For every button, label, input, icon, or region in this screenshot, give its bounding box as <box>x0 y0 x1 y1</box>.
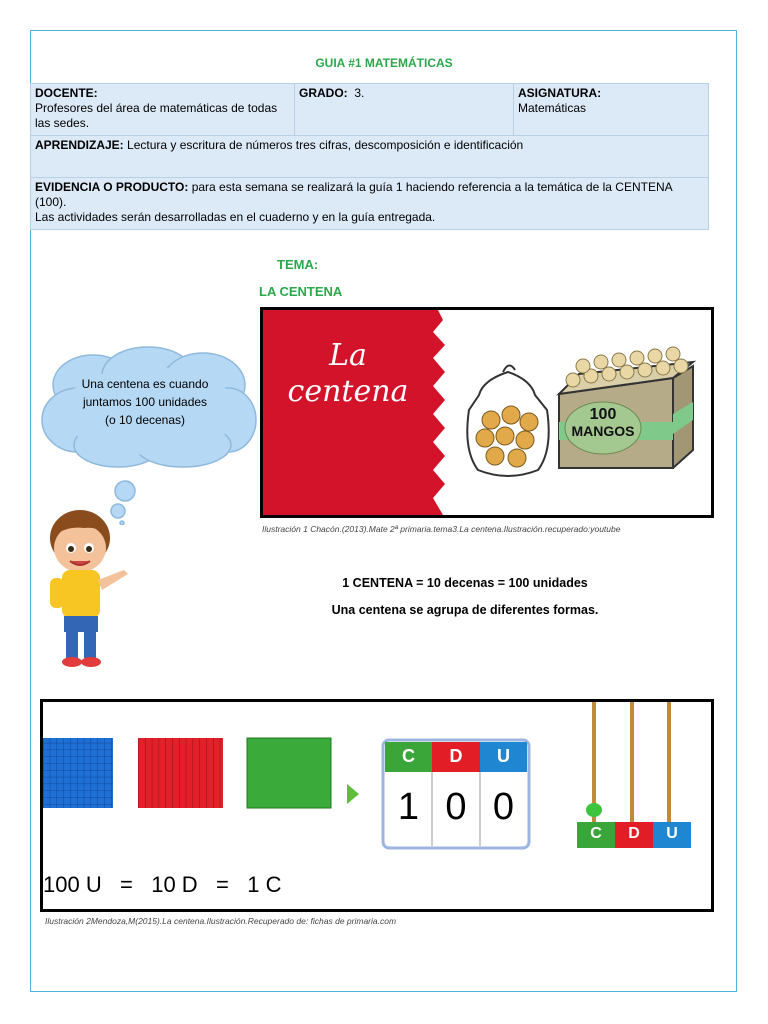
banner-title-line1: La <box>329 338 367 373</box>
info-table <box>30 83 709 230</box>
illustration-la-centena <box>260 307 714 518</box>
evidence-cell <box>31 178 709 230</box>
card-label-d: D <box>449 746 463 766</box>
centena-grouping-note: Una centena se agrupa de diferentes formas. <box>331 603 599 617</box>
evidence-note: Las actividades serán desarrolladas en el cuaderno y en la guía entregada. <box>35 210 436 224</box>
learning-cell <box>31 136 709 178</box>
subject-cell <box>514 84 709 136</box>
teacher-value: Profesores del área de matemáticas de todas las sedes. <box>35 101 278 130</box>
topic-label: TEMA: <box>277 257 319 272</box>
banner-title-line2: centena <box>287 374 409 409</box>
learning-label: APRENDIZAJE: <box>35 138 124 152</box>
abacus-label-d: D <box>628 825 640 842</box>
topic-name: LA CENTENA <box>259 284 343 299</box>
grade-label: GRADO: <box>299 86 348 100</box>
arrow-right-icon <box>347 784 359 804</box>
thought-bubble <box>38 345 260 525</box>
evidence-value: para esta semana se realizará la guía 1 haciendo referencia a la temática de la CENTENA (100). <box>35 180 672 209</box>
caption-illustration-1: Ilustración 1 Chacón.(2013).Mate 2ª primaria.tema3.La centena.Ilustración.recuperado:youtube <box>262 524 621 534</box>
subject-label: ASIGNATURA: <box>518 86 602 100</box>
box-word: MANGOS <box>571 423 635 439</box>
evidence-label: EVIDENCIA O PRODUCTO: <box>35 180 189 194</box>
teacher-label: DOCENTE: <box>35 86 98 100</box>
grade-value: 3. <box>354 86 365 100</box>
card-digit-u: 0 <box>492 786 515 828</box>
hundred-flat <box>247 738 331 808</box>
centena-equivalence: 1 CENTENA = 10 decenas = 100 unidades <box>342 576 588 590</box>
learning-value: Lectura y escritura de números tres cifras, descomposición e identificación <box>127 138 524 152</box>
unit-grid <box>43 738 113 808</box>
boy-character <box>44 508 134 670</box>
bubble-text: Una centena es cuando juntamos 100 unidades (o 10 decenas) <box>81 377 209 427</box>
mango-bag <box>467 365 548 476</box>
box-number: 100 <box>589 406 617 423</box>
card-label-c: C <box>402 746 415 766</box>
illustration-base-ten <box>40 699 714 912</box>
card-digit-c: 1 <box>397 786 420 828</box>
grade-cell <box>295 84 514 136</box>
caption-illustration-2: Ilustración 2Mendoza,M(2015).La centena.Ilustración.Recuperado de: fichas de primaria.com <box>45 916 397 926</box>
document-title: GUIA #1 MATEMÁTICAS <box>315 56 453 70</box>
abacus-label-u: U <box>666 825 678 842</box>
card-digit-d: 0 <box>445 786 467 828</box>
card-label-u: U <box>497 746 510 766</box>
teacher-cell <box>31 84 295 136</box>
abacus-label-c: C <box>590 825 602 842</box>
ten-rods <box>138 738 223 808</box>
base-ten-equation: 100 U = 10 D = 1 C <box>43 872 282 897</box>
subject-value: Matemáticas <box>518 101 587 115</box>
